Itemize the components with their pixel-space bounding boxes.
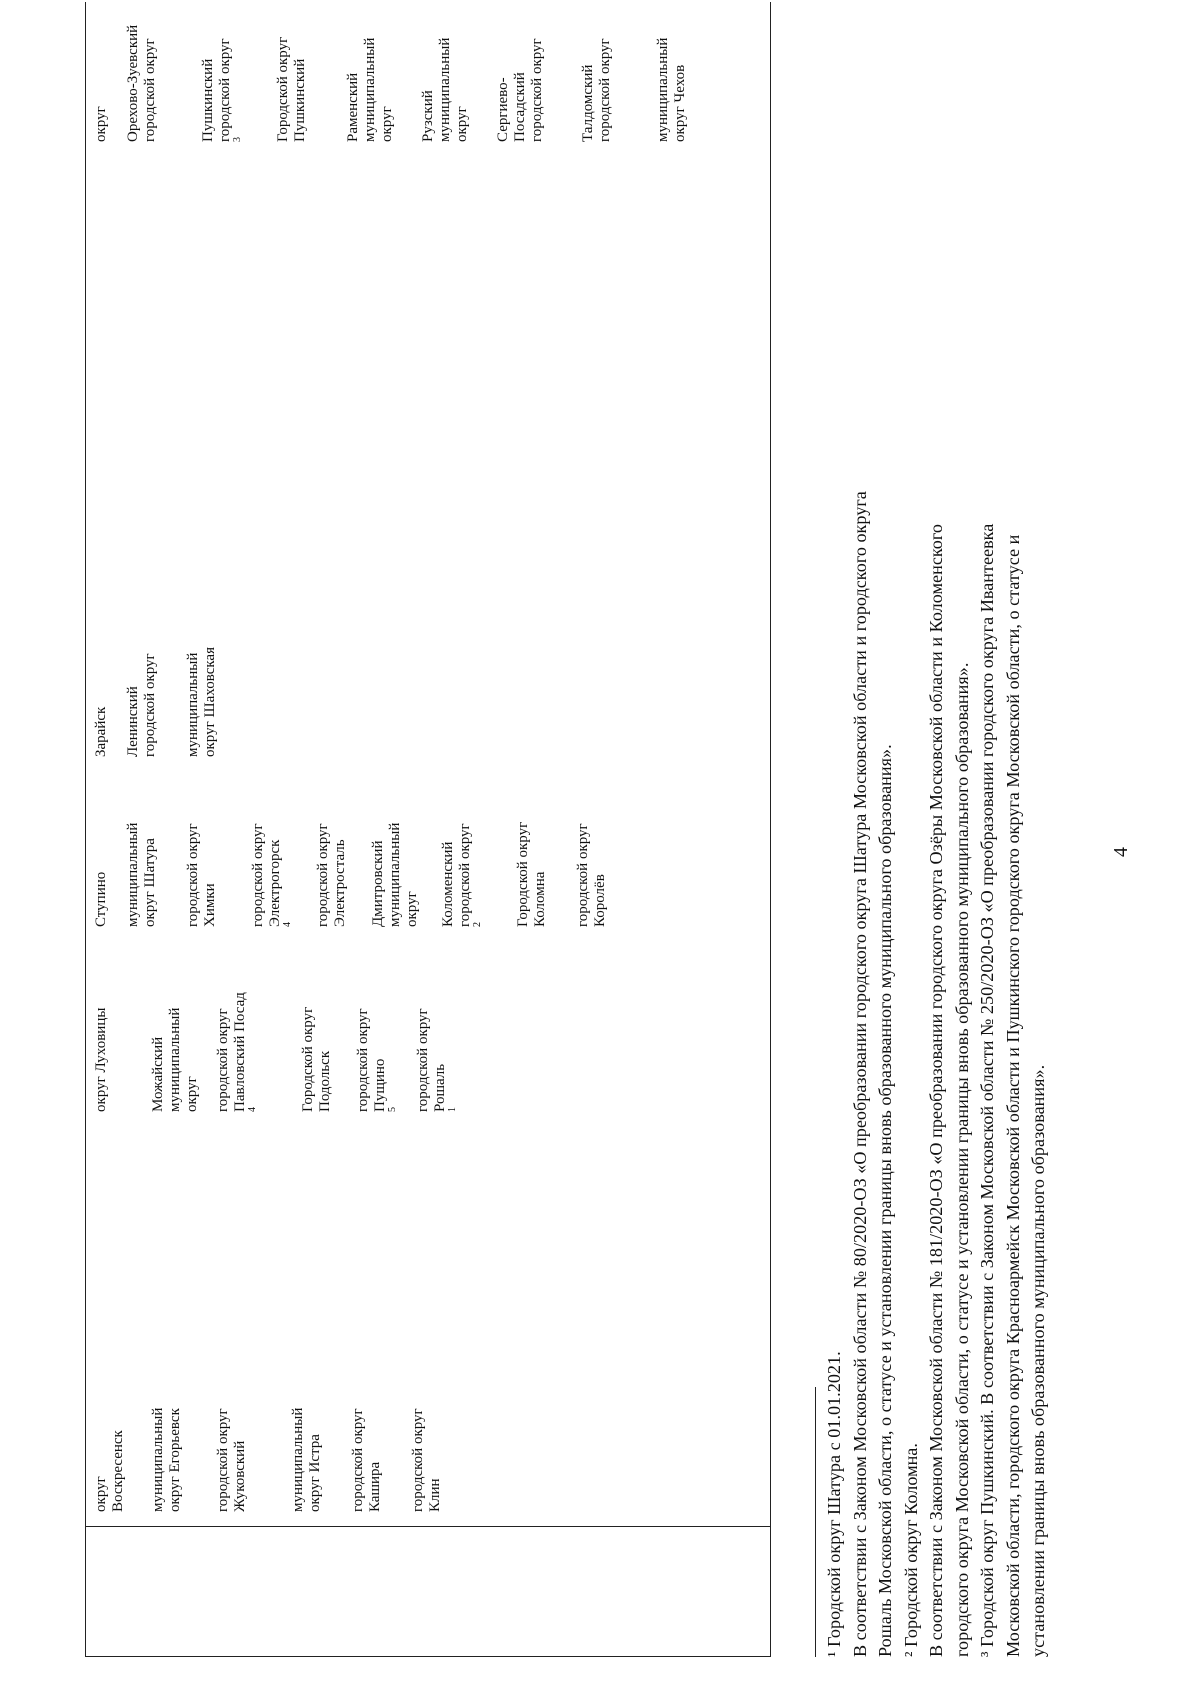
footnote-line: В соответствии с Законом Московской области № 80/2020-ОЗ «О преобразовании городского округа Шатура Московской области и городского округа (849, 491, 870, 1657)
district-taldom: Талдомский городской округ (580, 38, 613, 142)
district-dmitrov: Дмитровский муниципальный округ (370, 822, 420, 927)
district-elektrogorsk: городской округ Электрогорск $^4$ (250, 823, 293, 927)
footnote-separator (815, 1387, 816, 1657)
footnote-line: ¹ Городской округ Шатура с 01.01.2021. (824, 1351, 844, 1657)
footnote-line: ³ Городской округ Пушкинский. В соответствии с Законом Московской области № 250/2020-ОЗ «О преобразовании городского округа Ивантеевка (977, 523, 997, 1657)
district-pushchino: городской округ Пущино $^5$ (355, 1008, 398, 1112)
district-mozhaysk: Можайский муниципальный округ (150, 1007, 200, 1112)
district-ruzsky: Рузский муниципальный округ (420, 37, 470, 142)
district-khimki: городской округ Химки (185, 823, 218, 927)
district-leninsky: Ленинский городской округ (125, 653, 158, 757)
footnote-line: В соответствии с Законом Московской области № 181/2020-ОЗ «О преобразовании городского округа Озёры Московской области и Коломенского (926, 524, 946, 1657)
district-kolomna: Городской округ Коломна (515, 821, 548, 927)
district-zhukovsky: городской округ Жуковский (215, 1408, 248, 1512)
footnote-line: городского округа Московской области, о статусе и установлении границы вновь образованного муниципального образования». (951, 662, 972, 1657)
table-border-top (85, 2, 86, 1657)
district-kolomensky: Коломенский городской округ $^2$ (440, 823, 483, 927)
table-border-divider (85, 1526, 771, 1527)
footnote-marker: 4 (282, 922, 293, 927)
district-egorievsk: муниципальный округ Егорьевск (150, 1407, 183, 1512)
footnote-line: установлении границы вновь образованного муниципального образования». (1028, 1064, 1048, 1657)
districts-table (85, 2, 770, 1657)
district-shakhovskaya: муниципальный округ Шаховская (185, 647, 218, 757)
district-lukhovitsy: округ Луховицы (93, 1007, 109, 1112)
district-chekhov: муниципальный округ Чехов (655, 37, 688, 142)
footnotes (822, 77, 1052, 1657)
district-kashira: городской округ Кашира (350, 1408, 383, 1512)
footnote-marker: 5 (387, 1107, 398, 1112)
footnote-marker: 3 (232, 137, 243, 142)
district-elektrostal: городской округ Электросталь (315, 823, 348, 927)
district-stupino: Ступино (93, 871, 109, 927)
district-pushkinsky: Пушкинский городской округ $^3$ (200, 38, 243, 142)
district-korolyov: городской округ Королёв (575, 823, 608, 927)
district-voskresensk: округ Воскресенск (93, 1430, 126, 1512)
district-istra: муниципальный округ Истра (290, 1407, 323, 1512)
district-klin: городской округ Клин (410, 1408, 443, 1512)
table-border-left (85, 1656, 771, 1657)
district-ramensky: Раменский муниципальный округ (345, 37, 395, 142)
footnote-line: Рошаль Московской области, о статусе и установлении границы вновь образованного муниципального образования». (875, 744, 895, 1657)
district-orekhovo-zuevsky: Орехово-Зуевский городской округ (125, 24, 158, 142)
district-roshal: городской округ Рошаль $^1$ (415, 1008, 458, 1112)
footnote-line: Московской области, городского округа Красноармейск Московской области и Пушкинского городского округа Московской области, о статусе и (1002, 534, 1023, 1657)
table-border-bottom (770, 2, 771, 1657)
district-gorodskoy-pushkinsky: Городской округ Пушкинский (275, 36, 308, 142)
district-okrug-cont: округ (93, 106, 109, 142)
district-podolsk: Городской округ Подольск (300, 1006, 333, 1112)
page-number: 4 (1110, 847, 1132, 857)
footnote-marker: 2 (472, 922, 483, 927)
district-pavlovsky-posad: городской округ Павловский Посад $^4$ (215, 992, 258, 1112)
footnote-marker: 4 (247, 1107, 258, 1112)
footnote-marker: 1 (447, 1107, 458, 1112)
footnote-line: ² Городской округ Коломна. (900, 1443, 921, 1657)
district-zaraysk: Зарайск (93, 706, 109, 757)
district-sergiev-posad: Сергиево-Посадский городской округ (495, 38, 545, 142)
district-shatura: муниципальный округ Шатура (125, 822, 158, 927)
